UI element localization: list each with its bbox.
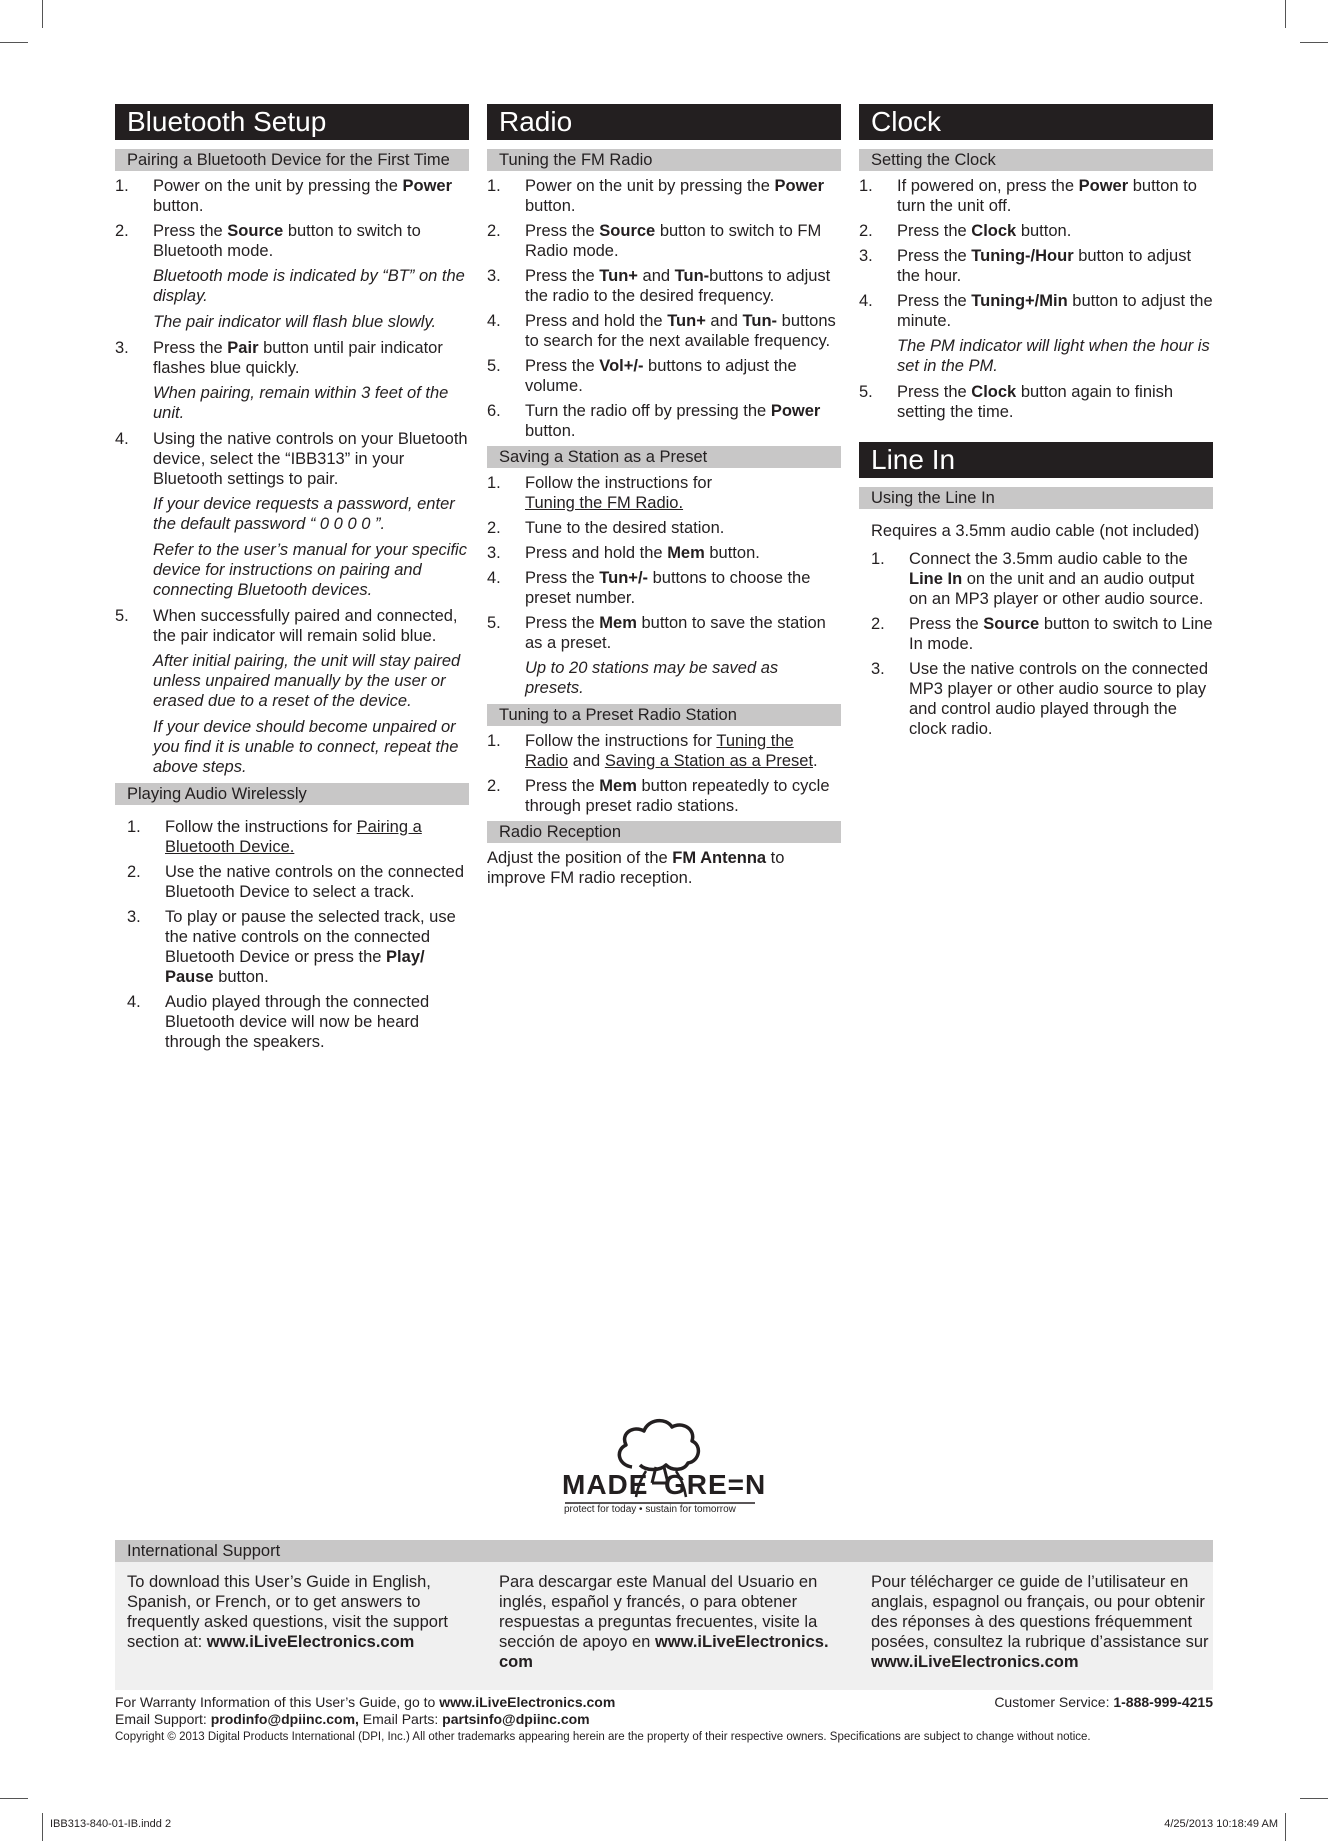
list-item: 3. Press the Tuning-/Hour button to adjust the hour. [859, 247, 1192, 285]
subsection-title: International Support [115, 1540, 1213, 1562]
list-item: 1. Connect the 3.5mm audio cable to the Line In on the unit and an audio output on an MP3 player or other audio source. [871, 550, 1204, 608]
requires-text: Requires a 3.5mm audio cable (not included) [871, 522, 1200, 540]
link-pairing[interactable]: Pairing a Bluetooth Device. [165, 818, 422, 856]
list-item: 1. Power on the unit by pressing the Power button. [115, 177, 453, 215]
list-item: 2. Press the Source button to switch to FM Radio mode. [487, 222, 822, 260]
crop-mark [0, 42, 28, 43]
note: If your device should become unpaired or you find it is unable to connect, repeat the above steps. [153, 718, 459, 776]
list-item: 6. Turn the radio off by pressing the Power button. [487, 402, 821, 440]
crop-mark [0, 1798, 28, 1799]
subsection-title: Playing Audio Wirelessly [115, 783, 469, 805]
file-slug: IBB313-840-01-IB.indd 2 [50, 1818, 172, 1830]
subsection-title: Saving a Station as a Preset [487, 446, 841, 468]
note: When pairing, remain within 3 feet of the unit. [153, 384, 449, 422]
playing-steps [115, 817, 469, 1052]
list-item: 3. Press the Pair button until pair indicator flashes blue quickly. [115, 339, 443, 377]
email-link[interactable]: prodinfo@dpiinc.com, [210, 1711, 359, 1727]
note: If your device requests a password, enter the default password “ 0 0 0 0 ”. [153, 495, 455, 533]
list-item: 3. To play or pause the selected track, use the native controls on the connected Bluetooth Device or press the Play/ Pause button. [127, 908, 456, 986]
parts-email-link[interactable]: partsinfo@dpiinc.com [442, 1711, 590, 1727]
footer-email: Email Support: prodinfo@dpiinc.com, Email Parts: partsinfo@dpiinc.com [115, 1711, 590, 1727]
list-item: 2. Press the Source button to switch to Bluetooth mode. [115, 222, 421, 260]
list-item: 5. Press the Vol+/- buttons to adjust the volume. [487, 357, 797, 395]
crop-mark [1285, 1813, 1286, 1841]
support-english: To download this User’s Guide in English, Spanish, or French, or to get answers to frequently asked questions, visit the support section at: www.iLiveElectronics.com [127, 1573, 449, 1651]
reception-text: Adjust the position of the FM Antenna to improve FM radio reception. [487, 849, 785, 887]
support-link[interactable]: www.iLiveElectronics.com [871, 1653, 1079, 1671]
subsection-title: Tuning the FM Radio [487, 149, 841, 171]
logo-word-green: GRE=N [664, 1469, 767, 1500]
list-item: 2. Press the Mem button repeatedly to cycle through preset radio stations. [487, 777, 830, 815]
note: Bluetooth mode is indicated by “BT” on the display. [153, 267, 465, 305]
support-spanish: Para descargar este Manual del Usuario en inglés, español y francés, o para obtener respuestas a preguntas frecuentes, visite la sección de apoyo en www.iLiveElectronics. com [499, 1573, 829, 1671]
note: After initial pairing, the unit will stay paired unless unpaired manually by the user or erased due to a reset of the device. [153, 652, 461, 710]
list-item: 1. If powered on, press the Power button to turn the unit off. [859, 177, 1197, 215]
list-item: 4. Press the Tun+/- buttons to choose the preset number. [487, 569, 811, 607]
list-item: 4. Press the Tuning+/Min button to adjust the minute. [859, 292, 1213, 330]
list-item: 5. When successfully paired and connected, the pair indicator will remain solid blue. [115, 607, 458, 645]
support-link[interactable]: www.iLiveElectronics. com [499, 1633, 829, 1671]
list-item: 1. Follow the instructions for Pairing a Bluetooth Device. [127, 818, 422, 856]
link-tuning-fm[interactable]: Tuning the FM Radio. [525, 494, 684, 512]
phone-number[interactable]: 1-888-999-4215 [1113, 1694, 1213, 1710]
copyright: Copyright © 2013 Digital Products International (DPI, Inc.) All other trademarks appearing herein are the property of their respective owners. Specifications are subject to change without notice. [115, 1731, 1091, 1743]
crop-mark [42, 1813, 43, 1841]
list-item: 2. Press the Source button to switch to Line In mode. [871, 615, 1213, 653]
pairing-steps [115, 176, 469, 777]
subsection-title: Radio Reception [487, 821, 841, 843]
tuning-steps [487, 176, 841, 441]
list-item: 1. Follow the instructions for Tuning the FM Radio. [487, 474, 713, 512]
list-item: 1. Follow the instructions for Tuning the Radio and Saving a Station as a Preset. [487, 732, 818, 770]
section-title: Bluetooth Setup [115, 104, 469, 140]
subsection-title: Setting the Clock [859, 149, 1213, 171]
list-item: 1. Power on the unit by pressing the Power button. [487, 177, 825, 215]
list-item: 4. Using the native controls on your Bluetooth device, select the “IBB313” in your Bluetooth settings to pair. [115, 430, 468, 488]
section-title: Clock [859, 104, 1213, 140]
note: Refer to the user’s manual for your specific device for instructions on pairing and connecting Bluetooth devices. [153, 541, 467, 599]
crop-mark [1300, 1798, 1328, 1799]
subsection-title: Pairing a Bluetooth Device for the First Time [115, 149, 469, 171]
list-item: 4. Press and hold the Tun+ and Tun- buttons to search for the next available frequency. [487, 312, 836, 350]
customer-service: Customer Service: 1-888-999-4215 [994, 1694, 1213, 1710]
list-item: 3. Press the Tun+ and Tun-buttons to adjust the radio to the desired frequency. [487, 267, 831, 305]
radio-column [487, 104, 841, 897]
crop-mark [1285, 0, 1286, 28]
date-slug: 4/25/2013 10:18:49 AM [1164, 1818, 1278, 1830]
list-item: 5. Press the Clock button again to finish setting the time. [859, 383, 1174, 421]
section-title: Line In [859, 442, 1213, 478]
footer-warranty: For Warranty Information of this User’s Guide, go to www.iLiveElectronics.com Customer Service: 1-888-999-4215 [115, 1694, 1213, 1710]
list-item: 2. Tune to the desired station. [487, 519, 725, 537]
section-title: Radio [487, 104, 841, 140]
link-saving-preset[interactable]: Saving a Station as a Preset [604, 752, 814, 770]
bluetooth-column [115, 104, 469, 1057]
note: The pair indicator will flash blue slowly. [153, 313, 437, 331]
note: The PM indicator will light when the hour is set in the PM. [897, 337, 1210, 375]
logo-tagline: protect for today • sustain for tomorrow [564, 1504, 736, 1515]
list-item: 4. Audio played through the connected Bluetooth device will now be heard through the speakers. [127, 993, 430, 1051]
subsection-title: Using the Line In [859, 487, 1213, 509]
tune-preset-steps [487, 731, 841, 816]
link-tuning-radio[interactable]: Tuning the Radio [525, 732, 794, 770]
preset-steps [487, 473, 841, 698]
warranty-link[interactable]: www.iLiveElectronics.com [439, 1694, 616, 1710]
list-item: 5. Press the Mem button to save the station as a preset. [487, 614, 826, 652]
note: Up to 20 stations may be saved as presets. [525, 659, 779, 697]
crop-mark [42, 0, 43, 28]
list-item: 3. Use the native controls on the connected MP3 player or other audio source to play and control audio played through the clock radio. [871, 660, 1209, 738]
list-item: 3. Press and hold the Mem button. [487, 544, 760, 562]
list-item: 2. Press the Clock button. [859, 222, 1072, 240]
list-item: 2. Use the native controls on the connected Bluetooth Device to select a track. [127, 863, 465, 901]
subsection-title: Tuning to a Preset Radio Station [487, 704, 841, 726]
support-link[interactable]: www.iLiveElectronics.com [206, 1633, 415, 1651]
international-support [115, 1562, 1213, 1690]
made-green-logo [560, 1405, 770, 1515]
linein-steps [859, 549, 1213, 739]
logo-word-made: MADE [562, 1469, 649, 1500]
clock-column [859, 104, 1213, 744]
clock-steps [859, 176, 1213, 422]
crop-mark [1300, 42, 1328, 43]
support-french: Pour télécharger ce guide de l’utilisateur en anglais, espagnol ou français, ou pour obtenir des réponses à des questions fréquemment posées, consultez la rubrique d’assistance sur www.iLiveElectronics.com [871, 1573, 1209, 1671]
